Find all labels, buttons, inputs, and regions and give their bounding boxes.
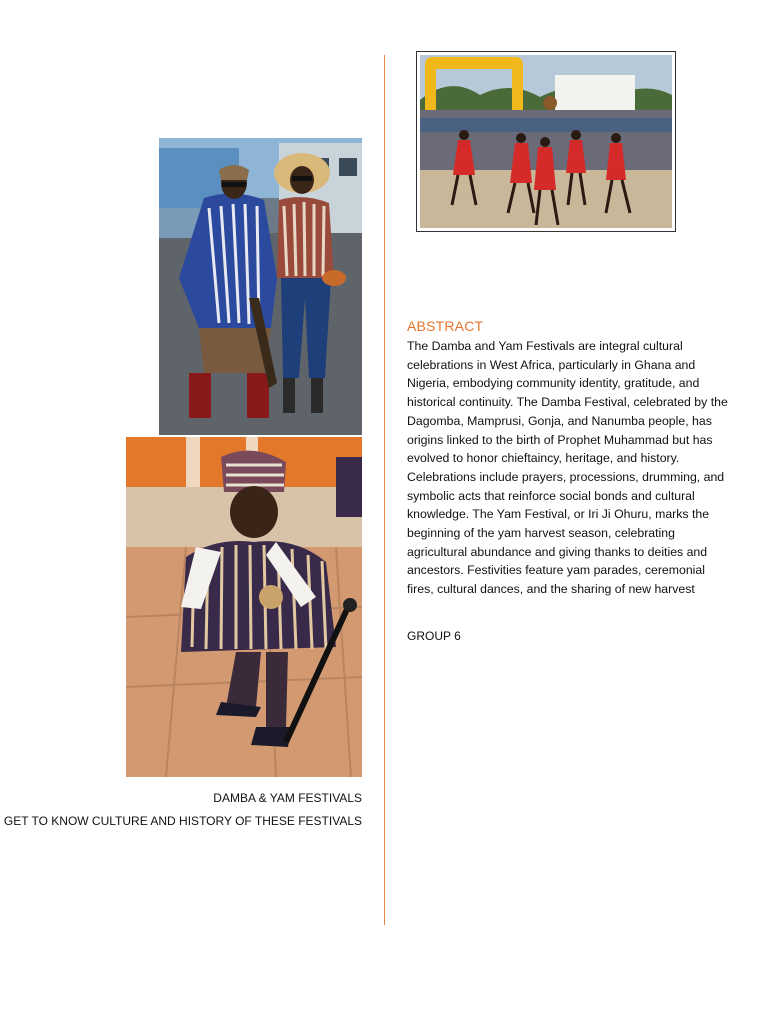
group-label: GROUP 6 [407,629,461,643]
column-divider [384,55,385,925]
child-smock-photo [126,437,362,777]
festival-dancers-photo [416,51,676,232]
festival-title-caption: DAMBA & YAM FESTIVALS [213,791,362,805]
abstract-body: The Damba and Yam Festivals are integral cultural celebrations in West Africa, particularly in Ghana and Nigeria, embodying community identity, gratitude, and historical continuity. The Damba Festival, celebrated by the Dagomba, Mamprusi, Gonja, and Nanumba people, has origins linked to the birth of Prophet Muhammad but has evolved to honor chieftaincy, heritage, and history. Celebrations include prayers, processions, drumming, and symbolic acts that reinforce social bonds and cultural knowledge. The Yam Festival, or Iri Ji Ohuru, marks the beginning of the yam harvest season, celebrating agricultural abundance and giving thanks to deities and ancestors. Festivities feature yam parades, ceremonial fires, cultural dances, and the sharing of new harvest [407,339,728,597]
festival-subtitle-caption: GET TO KNOW CULTURE AND HISTORY OF THESE FESTIVALS [3,814,362,828]
abstract-heading: ABSTRACT [407,318,484,334]
couple-smock-photo [159,138,362,435]
